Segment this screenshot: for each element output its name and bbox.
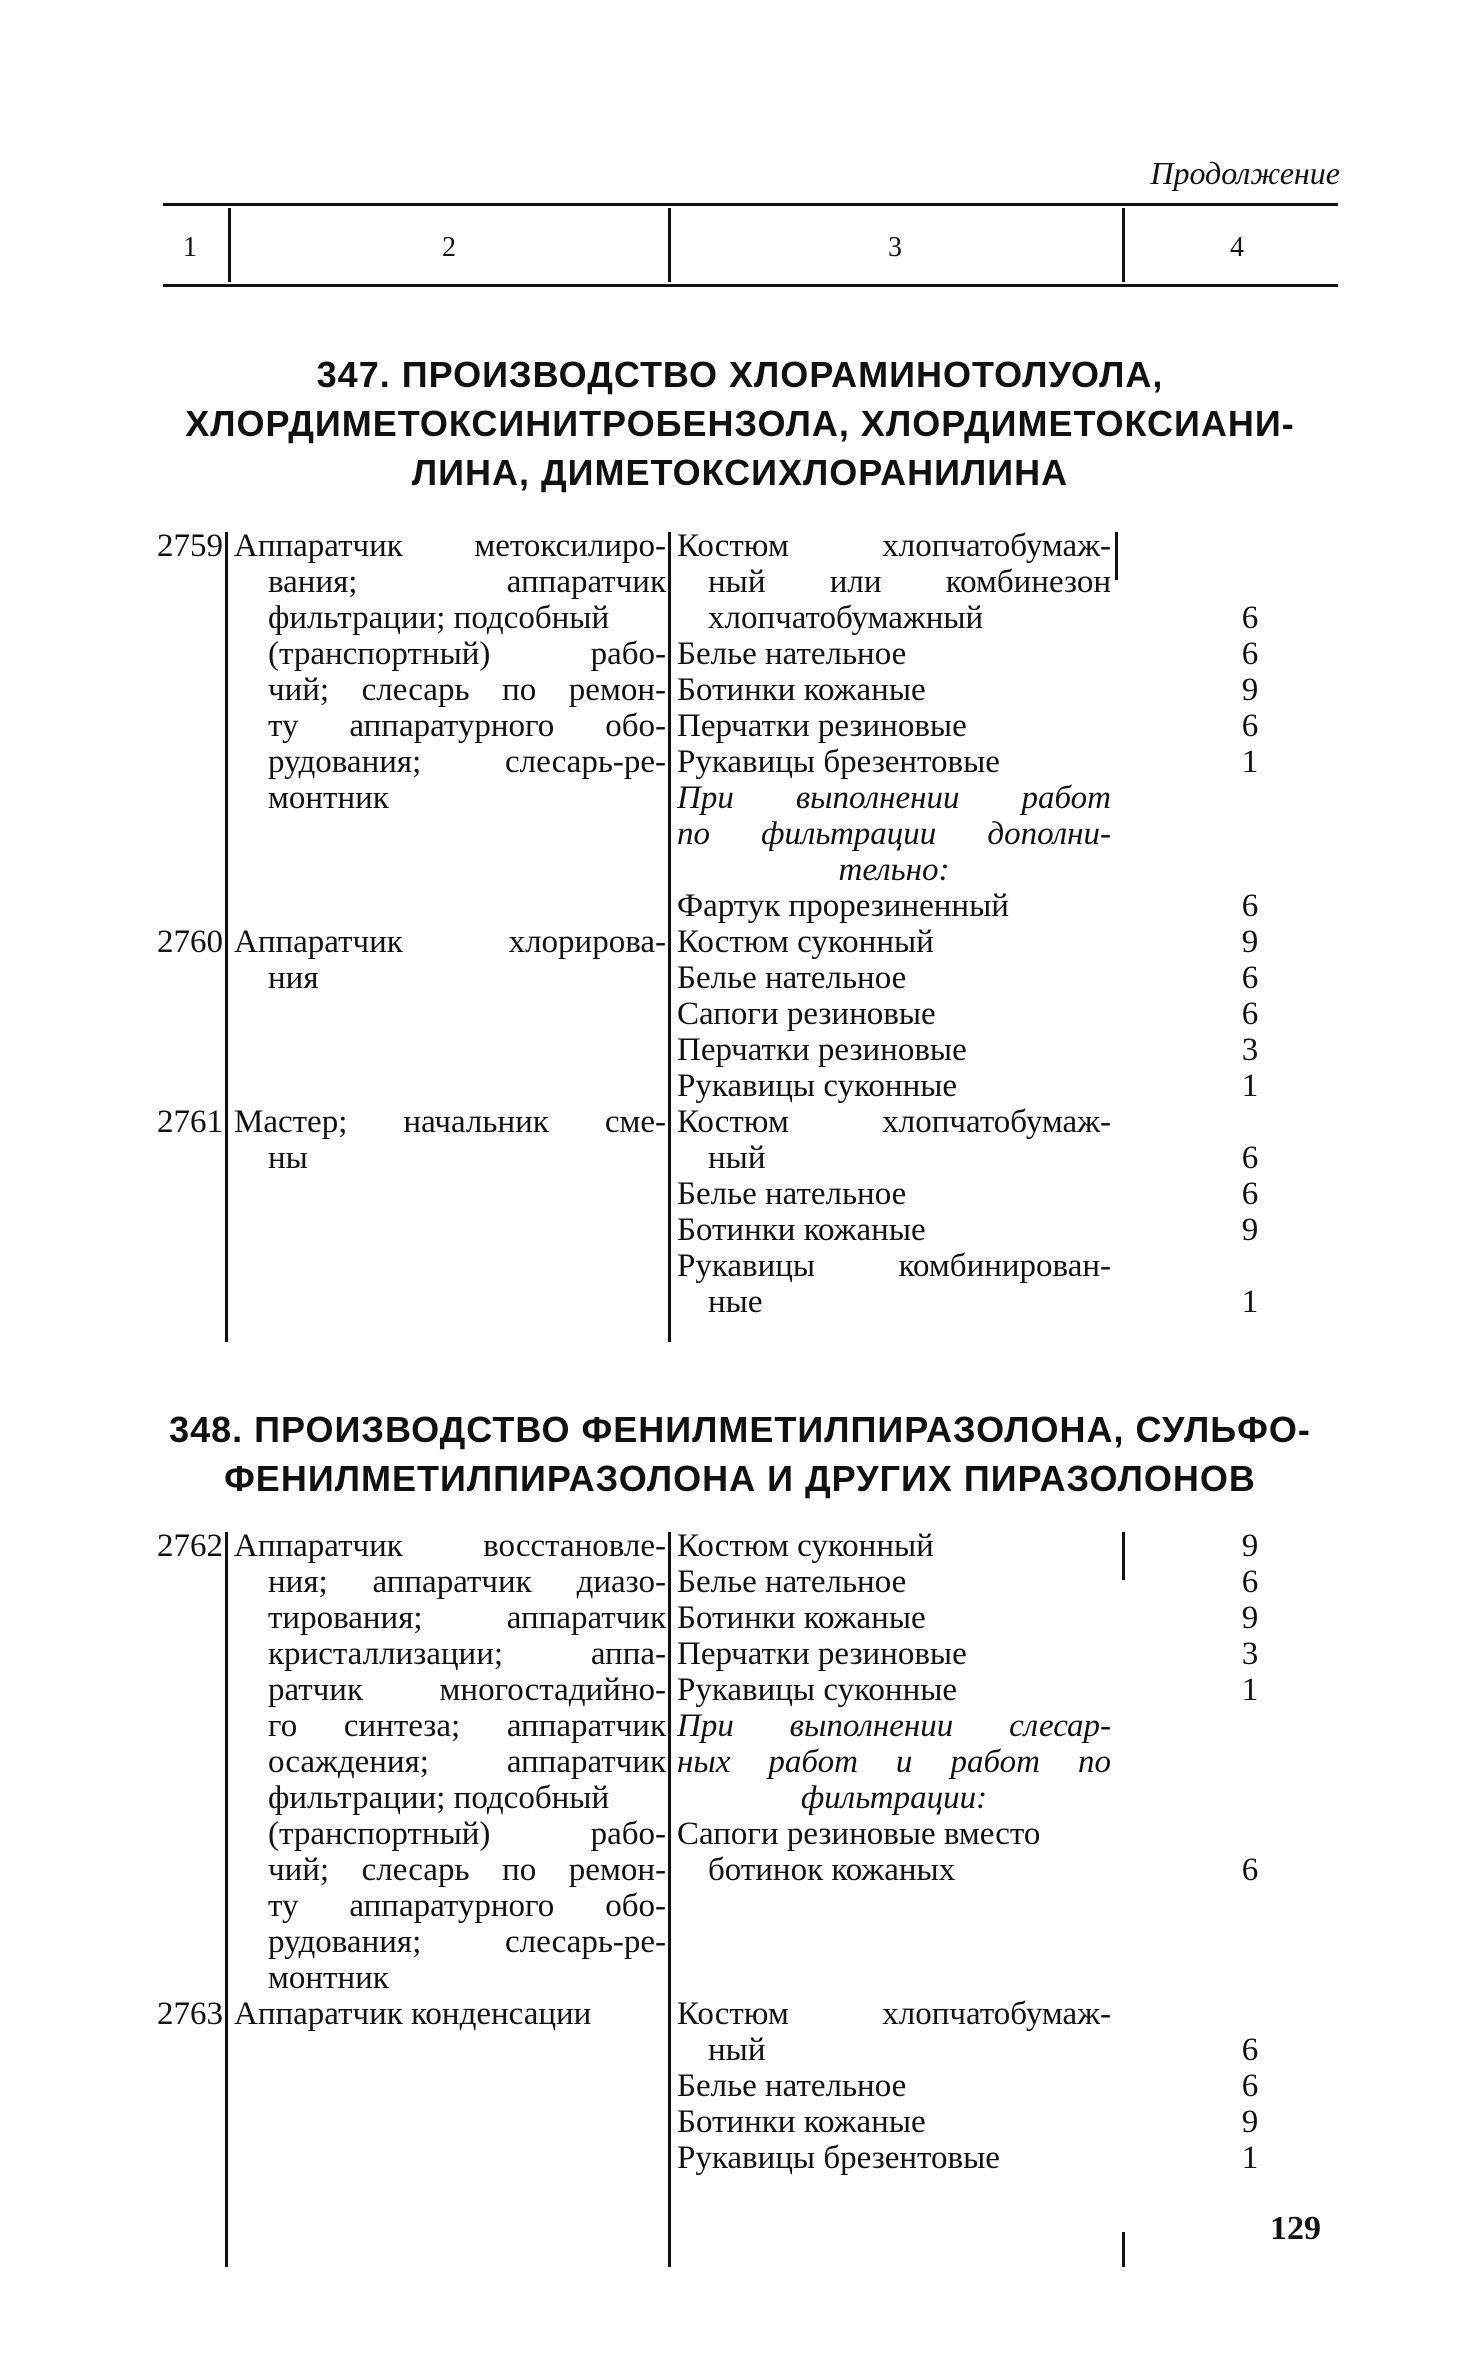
profession-line: чий; слесарь по ремон- bbox=[268, 1852, 666, 1888]
item-note-line: ных работ и работ по bbox=[677, 1744, 1111, 1780]
profession-line: рудования; слесарь-ре- bbox=[268, 744, 666, 780]
section-title bbox=[140, 350, 1340, 497]
header-col-1: 1 bbox=[183, 232, 197, 263]
term-value: 3 bbox=[1241, 1636, 1259, 1672]
term-value: 9 bbox=[1241, 1600, 1259, 1636]
item-line: Костюм хлопчатобумаж- bbox=[677, 1104, 1111, 1140]
profession-line: фильтрации; подсобный bbox=[268, 1780, 610, 1816]
term-value: 6 bbox=[1241, 1140, 1259, 1176]
row-number: 2761 bbox=[157, 1104, 223, 1140]
header-divider bbox=[668, 208, 671, 282]
column-rule bbox=[1122, 1532, 1125, 1580]
term-value: 6 bbox=[1241, 996, 1259, 1032]
column-rule bbox=[668, 1532, 671, 2267]
profession-line: вания; аппаратчик bbox=[268, 564, 666, 600]
item-line: Белье нательное bbox=[677, 960, 907, 996]
term-value: 6 bbox=[1241, 708, 1259, 744]
header-divider bbox=[1122, 208, 1125, 282]
column-rule bbox=[225, 532, 228, 1342]
column-rule bbox=[1115, 532, 1118, 580]
item-line: Ботинки кожаные bbox=[677, 1600, 926, 1636]
column-rule bbox=[225, 1532, 228, 2267]
term-value: 9 bbox=[1241, 1212, 1259, 1248]
term-value: 6 bbox=[1241, 1852, 1259, 1888]
term-value: 6 bbox=[1241, 888, 1259, 924]
item-line: Перчатки резиновые bbox=[677, 708, 967, 744]
item-line: Рукавицы суконные bbox=[677, 1672, 958, 1708]
profession-line: осаждения; аппаратчик bbox=[268, 1744, 666, 1780]
profession-line: тирования; аппаратчик bbox=[268, 1600, 666, 1636]
profession-line: ратчик многостадийно- bbox=[268, 1672, 666, 1708]
header-bottom-rule bbox=[163, 284, 1338, 287]
section-title-line: 347. ПРОИЗВОДСТВО ХЛОРАМИНОТОЛУОЛА, bbox=[316, 354, 1164, 395]
term-value: 9 bbox=[1241, 924, 1259, 960]
header-col-3: 3 bbox=[888, 232, 902, 263]
item-note-line: При выполнении слесар- bbox=[677, 1708, 1111, 1744]
profession-line: Аппаратчик восстановле- bbox=[234, 1528, 666, 1564]
header-col-4: 4 bbox=[1230, 232, 1244, 263]
term-value: 6 bbox=[1241, 600, 1259, 636]
item-line: ный или комбинезон bbox=[708, 564, 1111, 600]
profession-line: ту аппаратурного обо- bbox=[268, 1888, 666, 1924]
term-value: 9 bbox=[1241, 672, 1259, 708]
item-line: Рукавицы комбинирован- bbox=[677, 1248, 1111, 1284]
section-title-line: ЛИНА, ДИМЕТОКСИХЛОРАНИЛИНА bbox=[411, 452, 1069, 493]
item-line: Ботинки кожаные bbox=[677, 1212, 926, 1248]
item-line: Сапоги резиновые вместо bbox=[677, 1816, 1041, 1852]
profession-line: Мастер; начальник сме- bbox=[234, 1104, 666, 1140]
term-value: 6 bbox=[1241, 960, 1259, 996]
continuation-label: Продолжение bbox=[1150, 155, 1340, 191]
item-line: ные bbox=[708, 1284, 763, 1320]
item-line: ный bbox=[708, 2032, 766, 2068]
row-number: 2763 bbox=[157, 1996, 223, 2032]
item-line: Белье нательное bbox=[677, 2068, 907, 2104]
item-line: Перчатки резиновые bbox=[677, 1032, 967, 1068]
profession-line: монтник bbox=[268, 780, 389, 816]
item-line: ботинок кожаных bbox=[708, 1852, 956, 1888]
term-value: 1 bbox=[1241, 744, 1259, 780]
column-rule bbox=[1122, 2232, 1125, 2267]
profession-line: чий; слесарь по ремон- bbox=[268, 672, 666, 708]
profession-line: рудования; слесарь-ре- bbox=[268, 1924, 666, 1960]
profession-line: Аппаратчик конденсации bbox=[234, 1996, 592, 2032]
term-value: 9 bbox=[1241, 2104, 1259, 2140]
item-line: Костюм хлопчатобумаж- bbox=[677, 1996, 1111, 2032]
item-line: Рукавицы брезентовые bbox=[677, 2140, 1000, 2176]
item-line: ный bbox=[708, 1140, 766, 1176]
item-line: Белье нательное bbox=[677, 636, 907, 672]
item-line: Белье нательное bbox=[677, 1564, 907, 1600]
row-number: 2760 bbox=[157, 924, 223, 960]
profession-line: ния; аппаратчик диазо- bbox=[268, 1564, 666, 1600]
term-value: 6 bbox=[1241, 636, 1259, 672]
profession-line: монтник bbox=[268, 1960, 389, 1996]
section-title-line: 348. ПРОИЗВОДСТВО ФЕНИЛМЕТИЛПИРАЗОЛОНА, СУЛЬФО- bbox=[169, 1409, 1311, 1450]
item-line: Костюм хлопчатобумаж- bbox=[677, 528, 1111, 564]
header-col-2: 2 bbox=[442, 232, 456, 263]
item-note-line: При выполнении работ bbox=[677, 780, 1111, 816]
term-value: 6 bbox=[1241, 1176, 1259, 1212]
item-line: Белье нательное bbox=[677, 1176, 907, 1212]
profession-line: ния bbox=[268, 960, 319, 996]
header-divider bbox=[228, 208, 231, 282]
item-line: Рукавицы брезентовые bbox=[677, 744, 1000, 780]
row-number: 2762 bbox=[157, 1528, 223, 1564]
item-note-line: фильтрации: bbox=[800, 1780, 988, 1816]
profession-line: го синтеза; аппаратчик bbox=[268, 1708, 666, 1744]
item-line: хлопчатобумажный bbox=[708, 600, 984, 636]
profession-line: фильтрации; подсобный bbox=[268, 600, 610, 636]
profession-line: (транспортный) рабо- bbox=[268, 1816, 666, 1852]
item-line: Рукавицы суконные bbox=[677, 1068, 958, 1104]
item-line: Ботинки кожаные bbox=[677, 672, 926, 708]
term-value: 1 bbox=[1241, 1672, 1259, 1708]
term-value: 6 bbox=[1241, 1564, 1259, 1600]
item-line: Костюм суконный bbox=[677, 1528, 934, 1564]
profession-line: ны bbox=[268, 1140, 308, 1176]
profession-line: ту аппаратурного обо- bbox=[268, 708, 666, 744]
profession-line: кристаллизации; аппа- bbox=[268, 1636, 666, 1672]
term-value: 3 bbox=[1241, 1032, 1259, 1068]
row-number: 2759 bbox=[157, 528, 223, 564]
item-line: Ботинки кожаные bbox=[677, 2104, 926, 2140]
item-line: Перчатки резиновые bbox=[677, 1636, 967, 1672]
page-number: 129 bbox=[1270, 2210, 1321, 2247]
section-title-line: ХЛОРДИМЕТОКСИНИТРОБЕНЗОЛА, ХЛОРДИМЕТОКСИАНИ- bbox=[185, 403, 1295, 444]
item-note-line: по фильтрации дополни- bbox=[677, 816, 1111, 852]
term-value: 6 bbox=[1241, 2032, 1259, 2068]
term-value: 6 bbox=[1241, 2068, 1259, 2104]
profession-line: Аппаратчик хлорирова- bbox=[234, 924, 666, 960]
term-value: 1 bbox=[1241, 1284, 1259, 1320]
profession-line: Аппаратчик метоксилиро- bbox=[234, 528, 666, 564]
item-note-line: тельно: bbox=[838, 852, 950, 888]
term-value: 9 bbox=[1241, 1528, 1259, 1564]
item-line: Фартук прорезиненный bbox=[677, 888, 1009, 924]
term-value: 1 bbox=[1241, 2140, 1259, 2176]
term-value: 1 bbox=[1241, 1068, 1259, 1104]
section-title bbox=[140, 1405, 1340, 1503]
section-title-line: ФЕНИЛМЕТИЛПИРАЗОЛОНА И ДРУГИХ ПИРАЗОЛОНОВ bbox=[224, 1458, 1256, 1499]
header-top-rule bbox=[163, 203, 1338, 206]
column-rule bbox=[668, 532, 671, 1342]
item-line: Костюм суконный bbox=[677, 924, 934, 960]
item-line: Сапоги резиновые bbox=[677, 996, 936, 1032]
profession-line: (транспортный) рабо- bbox=[268, 636, 666, 672]
